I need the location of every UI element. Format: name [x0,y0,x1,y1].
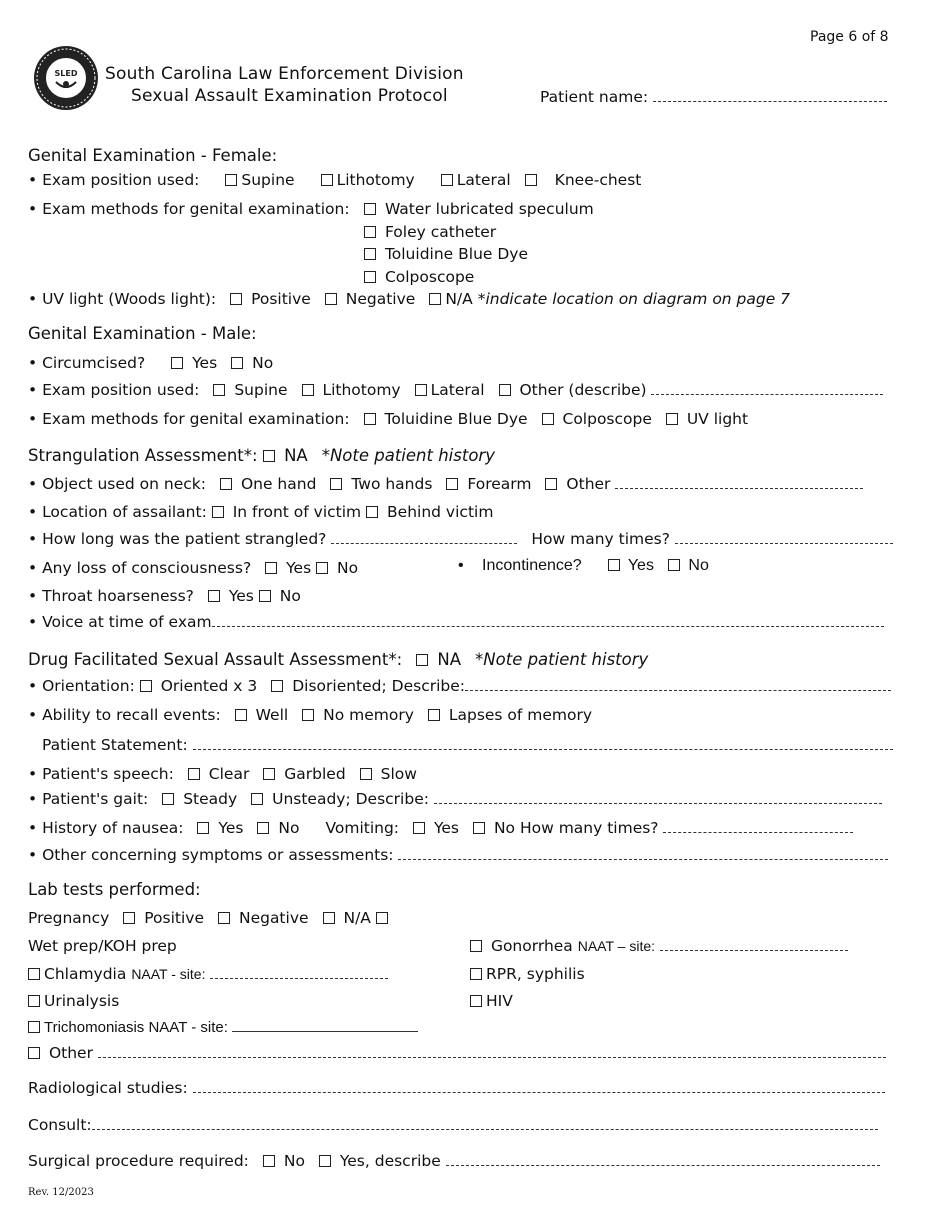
checkbox[interactable] [302,384,314,396]
consciousness-row: • Any loss of consciousness? Yes No [28,559,359,577]
surgical-row: Surgical procedure required: No Yes, describe [28,1152,880,1170]
checkbox[interactable] [376,912,388,924]
uv-note: *indicate location on diagram on page 7 [477,290,791,308]
sled-logo [32,44,100,112]
location-row: • Location of assailant: In front of victim Behind victim [28,503,494,521]
urinalysis-row: Urinalysis [28,992,119,1010]
checkbox[interactable] [470,995,482,1007]
nausea-row: • History of nausea: Yes No Vomiting: Yes No How many times? [28,819,853,837]
checkbox[interactable] [218,912,230,924]
checkbox[interactable] [364,271,376,283]
checkbox[interactable] [360,768,372,780]
checkbox[interactable] [316,562,328,574]
checkbox[interactable] [263,768,275,780]
page-number: Page 6 of 8 [810,29,889,45]
checkbox[interactable] [28,1047,40,1059]
checkbox[interactable] [231,357,243,369]
checkbox[interactable] [525,174,537,186]
checkbox[interactable] [263,1155,275,1167]
patient-name-label: Patient name: [540,88,649,106]
checkbox[interactable] [446,478,458,490]
lab-other-row: Other [28,1044,886,1062]
checkbox[interactable] [140,680,152,692]
male-position-row: • Exam position used: Supine Lithotomy Lateral Other (describe) [28,381,883,399]
female-position-label: • Exam position used: [28,171,200,189]
checkbox[interactable] [212,506,224,518]
checkbox[interactable] [330,478,342,490]
checkbox[interactable] [213,384,225,396]
drug-title-row: Drug Facilitated Sexual Assault Assessment*: NA *Note patient history [28,650,649,669]
checkbox[interactable] [364,413,376,425]
checkbox[interactable] [271,680,283,692]
patient-name-field[interactable] [540,88,887,106]
uv-row: • UV light (Woods light): Positive Negative N/A *indicate location on diagram on page 7 [28,290,791,308]
other-symptoms-row: • Other concerning symptoms or assessments: [28,846,888,864]
checkbox[interactable] [545,478,557,490]
checkbox[interactable] [321,174,333,186]
checkbox[interactable] [220,478,232,490]
checkbox[interactable] [364,226,376,238]
female-method-4: Colposcope [364,268,474,286]
female-position-row: • Exam position used: Supine Lithotomy Lateral Knee-chest [28,171,642,189]
checkbox[interactable] [428,709,440,721]
checkbox[interactable] [441,174,453,186]
checkbox[interactable] [197,822,209,834]
revision-date: Rev. 12/2023 [28,1187,94,1198]
checkbox[interactable] [416,654,428,666]
rpr-row: RPR, syphilis [470,965,585,983]
checkbox[interactable] [265,562,277,574]
female-method-2: Foley catheter [364,223,496,241]
checkbox[interactable] [364,203,376,215]
checkbox[interactable] [319,1155,331,1167]
checkbox[interactable] [251,793,263,805]
checkbox[interactable] [257,822,269,834]
checkbox[interactable] [259,590,271,602]
checkbox[interactable] [366,506,378,518]
consult-row: Consult: [28,1116,878,1134]
wet-prep: Wet prep/KOH prep [28,937,177,955]
checkbox[interactable] [470,940,482,952]
checkbox[interactable] [668,559,680,571]
checkbox[interactable] [364,248,376,260]
object-row: • Object used on neck: One hand Two hands Forearm Other [28,475,863,493]
checkbox[interactable] [302,709,314,721]
checkbox[interactable] [28,1021,40,1033]
checkbox[interactable] [162,793,174,805]
female-section-title: Genital Examination - Female: [28,146,278,165]
hiv-row: HIV [470,992,513,1010]
checkbox[interactable] [323,912,335,924]
checkbox[interactable] [473,822,485,834]
recall-row: • Ability to recall events: Well No memory Lapses of memory [28,706,593,724]
how-long-row: • How long was the patient strangled? How many times? [28,530,893,548]
hoarseness-row: • Throat hoarseness? Yes No [28,587,301,605]
female-method-3: Toluidine Blue Dye [364,245,528,263]
checkbox[interactable] [413,822,425,834]
checkbox[interactable] [28,995,40,1007]
checkbox[interactable] [666,413,678,425]
logo-text: SLED [54,69,78,78]
checkbox[interactable] [171,357,183,369]
org-line2: Sexual Assault Examination Protocol [131,86,448,106]
checkbox[interactable] [235,709,247,721]
incontinence-row: • Incontinence? Yes No [458,557,709,574]
trich-row: Trichomoniasis NAAT - site: [28,1018,418,1036]
checkbox[interactable] [542,413,554,425]
pregnancy-row: Pregnancy Positive Negative N/A [28,909,392,927]
gait-row: • Patient's gait: Steady Unsteady; Describe: [28,790,882,808]
checkbox[interactable] [470,968,482,980]
checkbox[interactable] [608,559,620,571]
statement-row: Patient Statement: [42,736,893,754]
orientation-row: • Orientation: Oriented x 3 Disoriented; Describe: [28,677,891,695]
male-section-title: Genital Examination - Male: [28,324,257,343]
male-methods-row: • Exam methods for genital examination: Toluidine Blue Dye Colposcope UV light [28,410,749,428]
checkbox[interactable] [429,293,441,305]
checkbox[interactable] [28,968,40,980]
checkbox[interactable] [263,450,275,462]
female-methods-label: • Exam methods for genital examination: [28,200,350,218]
checkbox[interactable] [188,768,200,780]
checkbox[interactable] [123,912,135,924]
female-method-1: Water lubricated speculum [364,200,594,218]
voice-row: • Voice at time of exam [28,613,884,631]
lab-title: Lab tests performed: [28,880,201,899]
chlamydia-row: Chlamydia NAAT - site: [28,965,388,983]
strangulation-title-row: Strangulation Assessment*: NA *Note patient history [28,446,495,465]
radiological-row: Radiological studies: [28,1079,885,1097]
checkbox[interactable] [415,384,427,396]
checkbox[interactable] [499,384,511,396]
circumcised-row: • Circumcised? Yes No [28,354,274,372]
speech-row: • Patient's speech: Clear Garbled Slow [28,765,417,783]
checkbox[interactable] [230,293,242,305]
checkbox[interactable] [225,174,237,186]
checkbox[interactable] [325,293,337,305]
org-line1: South Carolina Law Enforcement Division [105,64,464,84]
checkbox[interactable] [208,590,220,602]
gonorrhea-row: Gonorrhea NAAT – site: [470,937,848,955]
